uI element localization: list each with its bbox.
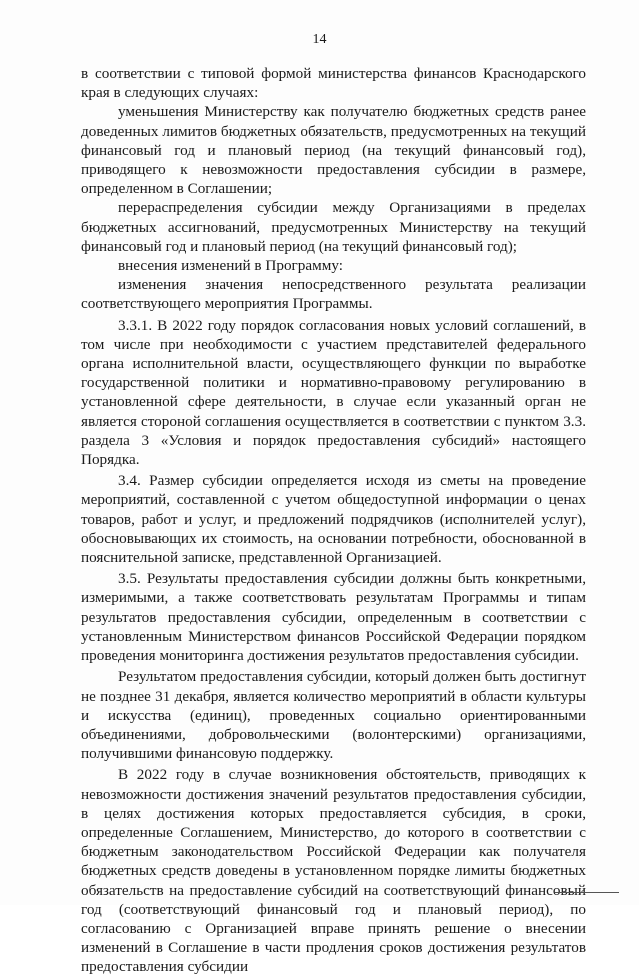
paragraph-case-result-change: изменения значения непосредственного результата реализации соответствующего мероприятия Программы. [81, 276, 586, 313]
paragraph-2022-circumstances: В 2022 году в случае возникновения обстоятельств, приводящих к невозможности достижения значений результатов предоставления субсидии, в целях достижения которых предоставляется субсидия, в сроки, определенные Соглашением, Министерство, до которого в соответствии с бюджетным законодательством Российской Федерации как получателя бюджетных средств доведены в установленном порядке лимиты бюджетных обязательств на предоставление субсидий на соответствующий финансовый год (соответствующий финансовый год и плановый период), по согласованию с Организацией вправе принять решение о внесении изменений в Соглашение в части продления сроков достижения результатов предоставления субсидии [81, 766, 586, 976]
paragraph-3-5: 3.5. Результаты предоставления субсидии должны быть конкретными, измеримыми, а также соответствовать результатам Программы и типам результатов предоставления субсидии, определенным в соответствии с установленным Министерством финансов Российской Федерации порядком проведения мониторинга достижения результатов предоставления субсидии. [81, 570, 586, 665]
paragraph-case-reduction: уменьшения Министерству как получателю бюджетных средств ранее доведенных лимитов бюджетных обязательств, предусмотренных на текущий финансовый год и плановый период (на текущий финансовый год), приводящего к невозможности предоставления субсидии в размере, определенном в Соглашении; [81, 103, 586, 198]
paragraph-3-3-1: 3.3.1. В 2022 году порядок согласования новых условий соглашений, в том числе при необходимости с участием представителей федерального органа исполнительной власти, осуществляющего функции по выработке государственной политики и нормативно-правовому регулированию в установленной сфере деятельности, в случае если указанный орган не является стороной соглашения осуществляется в соответствии с пунктом 3.3. раздела 3 «Условия и порядок предоставления субсидий» настоящего Порядка. [81, 316, 586, 469]
paragraph-3-4: 3.4. Размер субсидии определяется исходя из сметы на проведение мероприятий, составленной с учетом общедоступной информации о ценах товаров, работ и услуг, и предложений подрядчиков (исполнителей услуг), обосновывающих их стоимость, на основании потребности, обоснованной в пояснительной записке, представленной Организацией. [81, 472, 586, 567]
paragraph-case-program-changes: внесения изменений в Программу: [118, 257, 343, 275]
paragraph-case-redistribution: перераспределения субсидии между Организациями в пределах бюджетных ассигнований, предусмотренных Министерству на текущий финансовый год и плановый период (на текущий финансовый год); [81, 199, 586, 255]
paragraph-intro: в соответствии с типовой формой министерства финансов Краснодарского края в следующих случаях: [81, 65, 586, 102]
paragraph-result-definition: Результатом предоставления субсидии, который должен быть достигнут не позднее 31 декабря, является количество мероприятий в области культуры и искусства (единиц), проведенных социально ориентированными объединениями, добровольческими (волонтерскими) организациями, получившими финансовую поддержку. [81, 668, 586, 763]
document-body [81, 64, 586, 977]
page-number: 14 [312, 32, 327, 47]
footer-rule [555, 892, 619, 893]
